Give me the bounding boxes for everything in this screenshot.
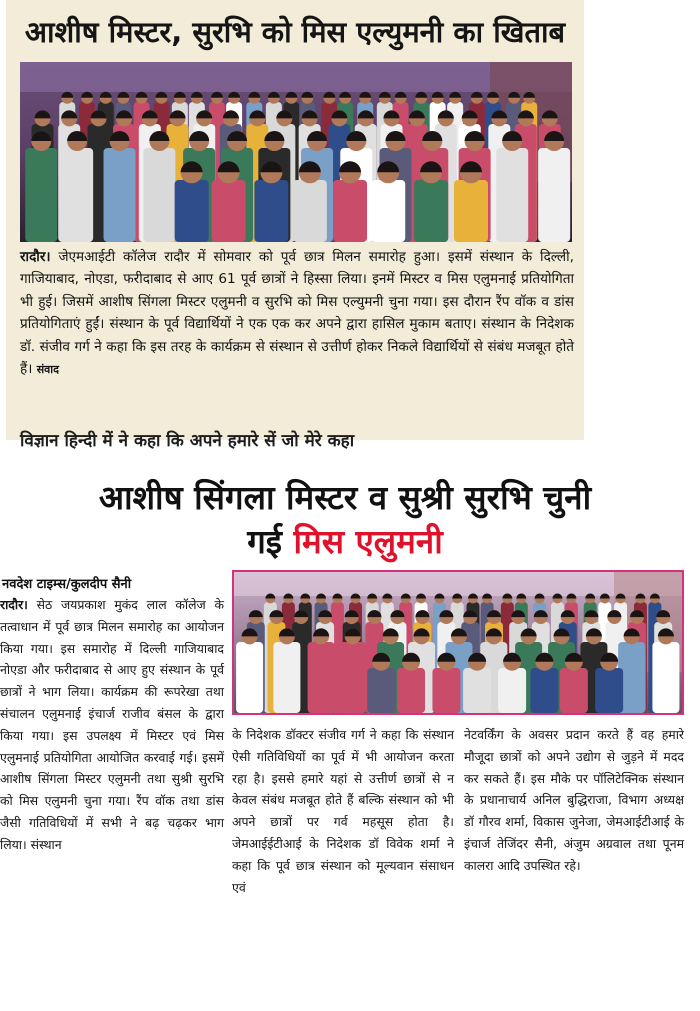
article-column-2: के निदेशक डॉक्टर संजीव गर्ग ने कहा कि संस्थान ऐसी गतिविधियों का पूर्व में भी आयोजन करता रहा है। इससे हमारे यहां से उत्तीर्ण छात्रों से न केवल संबंध मजबूत होते हैं बल्कि संस्थान को भी अपने छात्रों पर गर्व महसूस होता है। जेमआईईटीआई के निदेशक डॉ विवेक शर्मा ने कहा कि पूर्व छात्र संस्थान को मूल्यवान संसाधन एवं [232, 727, 454, 895]
clipping-1-headline: आशीष मिस्टर, सुरभि को मिस एल्युमनी का खिताब [24, 15, 566, 49]
headline-highlight: मिस एलुमनी [293, 522, 443, 561]
article-column-1 [0, 594, 224, 856]
cutoff-headline: विज्ञान हिन्दी में ने कहा कि अपने हमारे सें जो मेरे कहा [20, 431, 355, 451]
clipping-2-headline-line-1: आशीष सिंगला मिस्टर व सुश्री सुरभि चुनी [98, 478, 592, 517]
group-photo-illustration [20, 62, 572, 242]
credit: संवाद [36, 363, 59, 377]
headline-prefix: गई [247, 522, 294, 561]
dateline: रादौर। [20, 249, 51, 265]
group-photo-2 [232, 570, 684, 715]
clipping-1-article [20, 246, 574, 381]
group-photo-2-illustration [234, 572, 682, 713]
column-1-text: सेठ जयप्रकाश मुकंद लाल कॉलेज के तत्वाधान में पूर्व छात्र मिलन समारोह का आयोजन किया गया। इस समारोह में दिल्ली गाजियाबाद नोएडा और फरीदाबाद से आए हुए संस्थान के पूर्व छात्रों ने भाग लिया। कार्यक्रम की रूपरेखा तथा संचालन एलुमनाई इंचार्ज राजीव बंसल के द्वारा किया गया। इस उपलक्ष्य में मिस्टर एवं मिस एलुमनाई प्रतियोगिता आयोजित करवाई गई। इसमें आशीष सिंगला मिस्टर एलुमनी तथा सुश्री सुरभि को मिस एलुमनी चुना गया। रैंप वॉक तथा डांस जैसी गतिविधियों में सभी ने बढ़ चढ़कर भाग लिया। संस्थान [0, 597, 224, 852]
news-clipping-1 [6, 0, 584, 451]
group-photo [20, 62, 572, 242]
news-clipping-2 [0, 462, 700, 902]
byline: नवदेश टाइम्स/कुलदीप सैनी [2, 577, 132, 592]
clipping-2-headline-line-2 [0, 518, 690, 563]
article-column-3: नेटवर्किंग के अवसर प्रदान करते हैं वह हमारे मौजूदा छात्रों को अपने उद्योग से जुड़ने में मदद कर सकते हैं। इस मौके पर पॉलिटेक्निक संस्थान के प्रधानाचार्य अनिल बुद्धिराजा, विभाग अध्यक्ष डॉ गौरव शर्मा, विकास जुनेजा, जेमआईटीआई के इंचार्ज तेजिंदर सैनी, अंजुम अग्रवाल तथा पूनम कालरा आदि उपस्थित रहे। [464, 727, 684, 873]
article-text: जेएमआईटी कॉलेज रादौर में सोमवार को पूर्व छात्र मिलन समारोह हुआ। इसमें संस्थान के दिल्ली, गाजियाबाद, नोएडा, फरीदाबाद से आए 61 पूर्व छात्रों ने हिस्सा लिया। इनमें मिस्टर व मिस एलुमनाई प्रतियोगिता भी हुई। जिसमें आशीष सिंगला मिस्टर एलुमनी व सुरभि को मिस एल्युमनी चुना गया। इस दौरान रैंप वॉक व डांस प्रतियोगिताएं हुईं। संस्थान के पूर्व विद्यार्थियों ने एक एक कर अपने द्वारा हासिल मुकाम बताए। संस्थान के निदेशक डॉ. संजीव गर्ग ने कहा कि इस तरह के कार्यक्रम से संस्थान से उत्तीर्ण होकर निकले विद्यार्थियों से संबंध मजबूत होते हैं। [20, 249, 574, 378]
dateline: रादौर। [0, 597, 28, 612]
